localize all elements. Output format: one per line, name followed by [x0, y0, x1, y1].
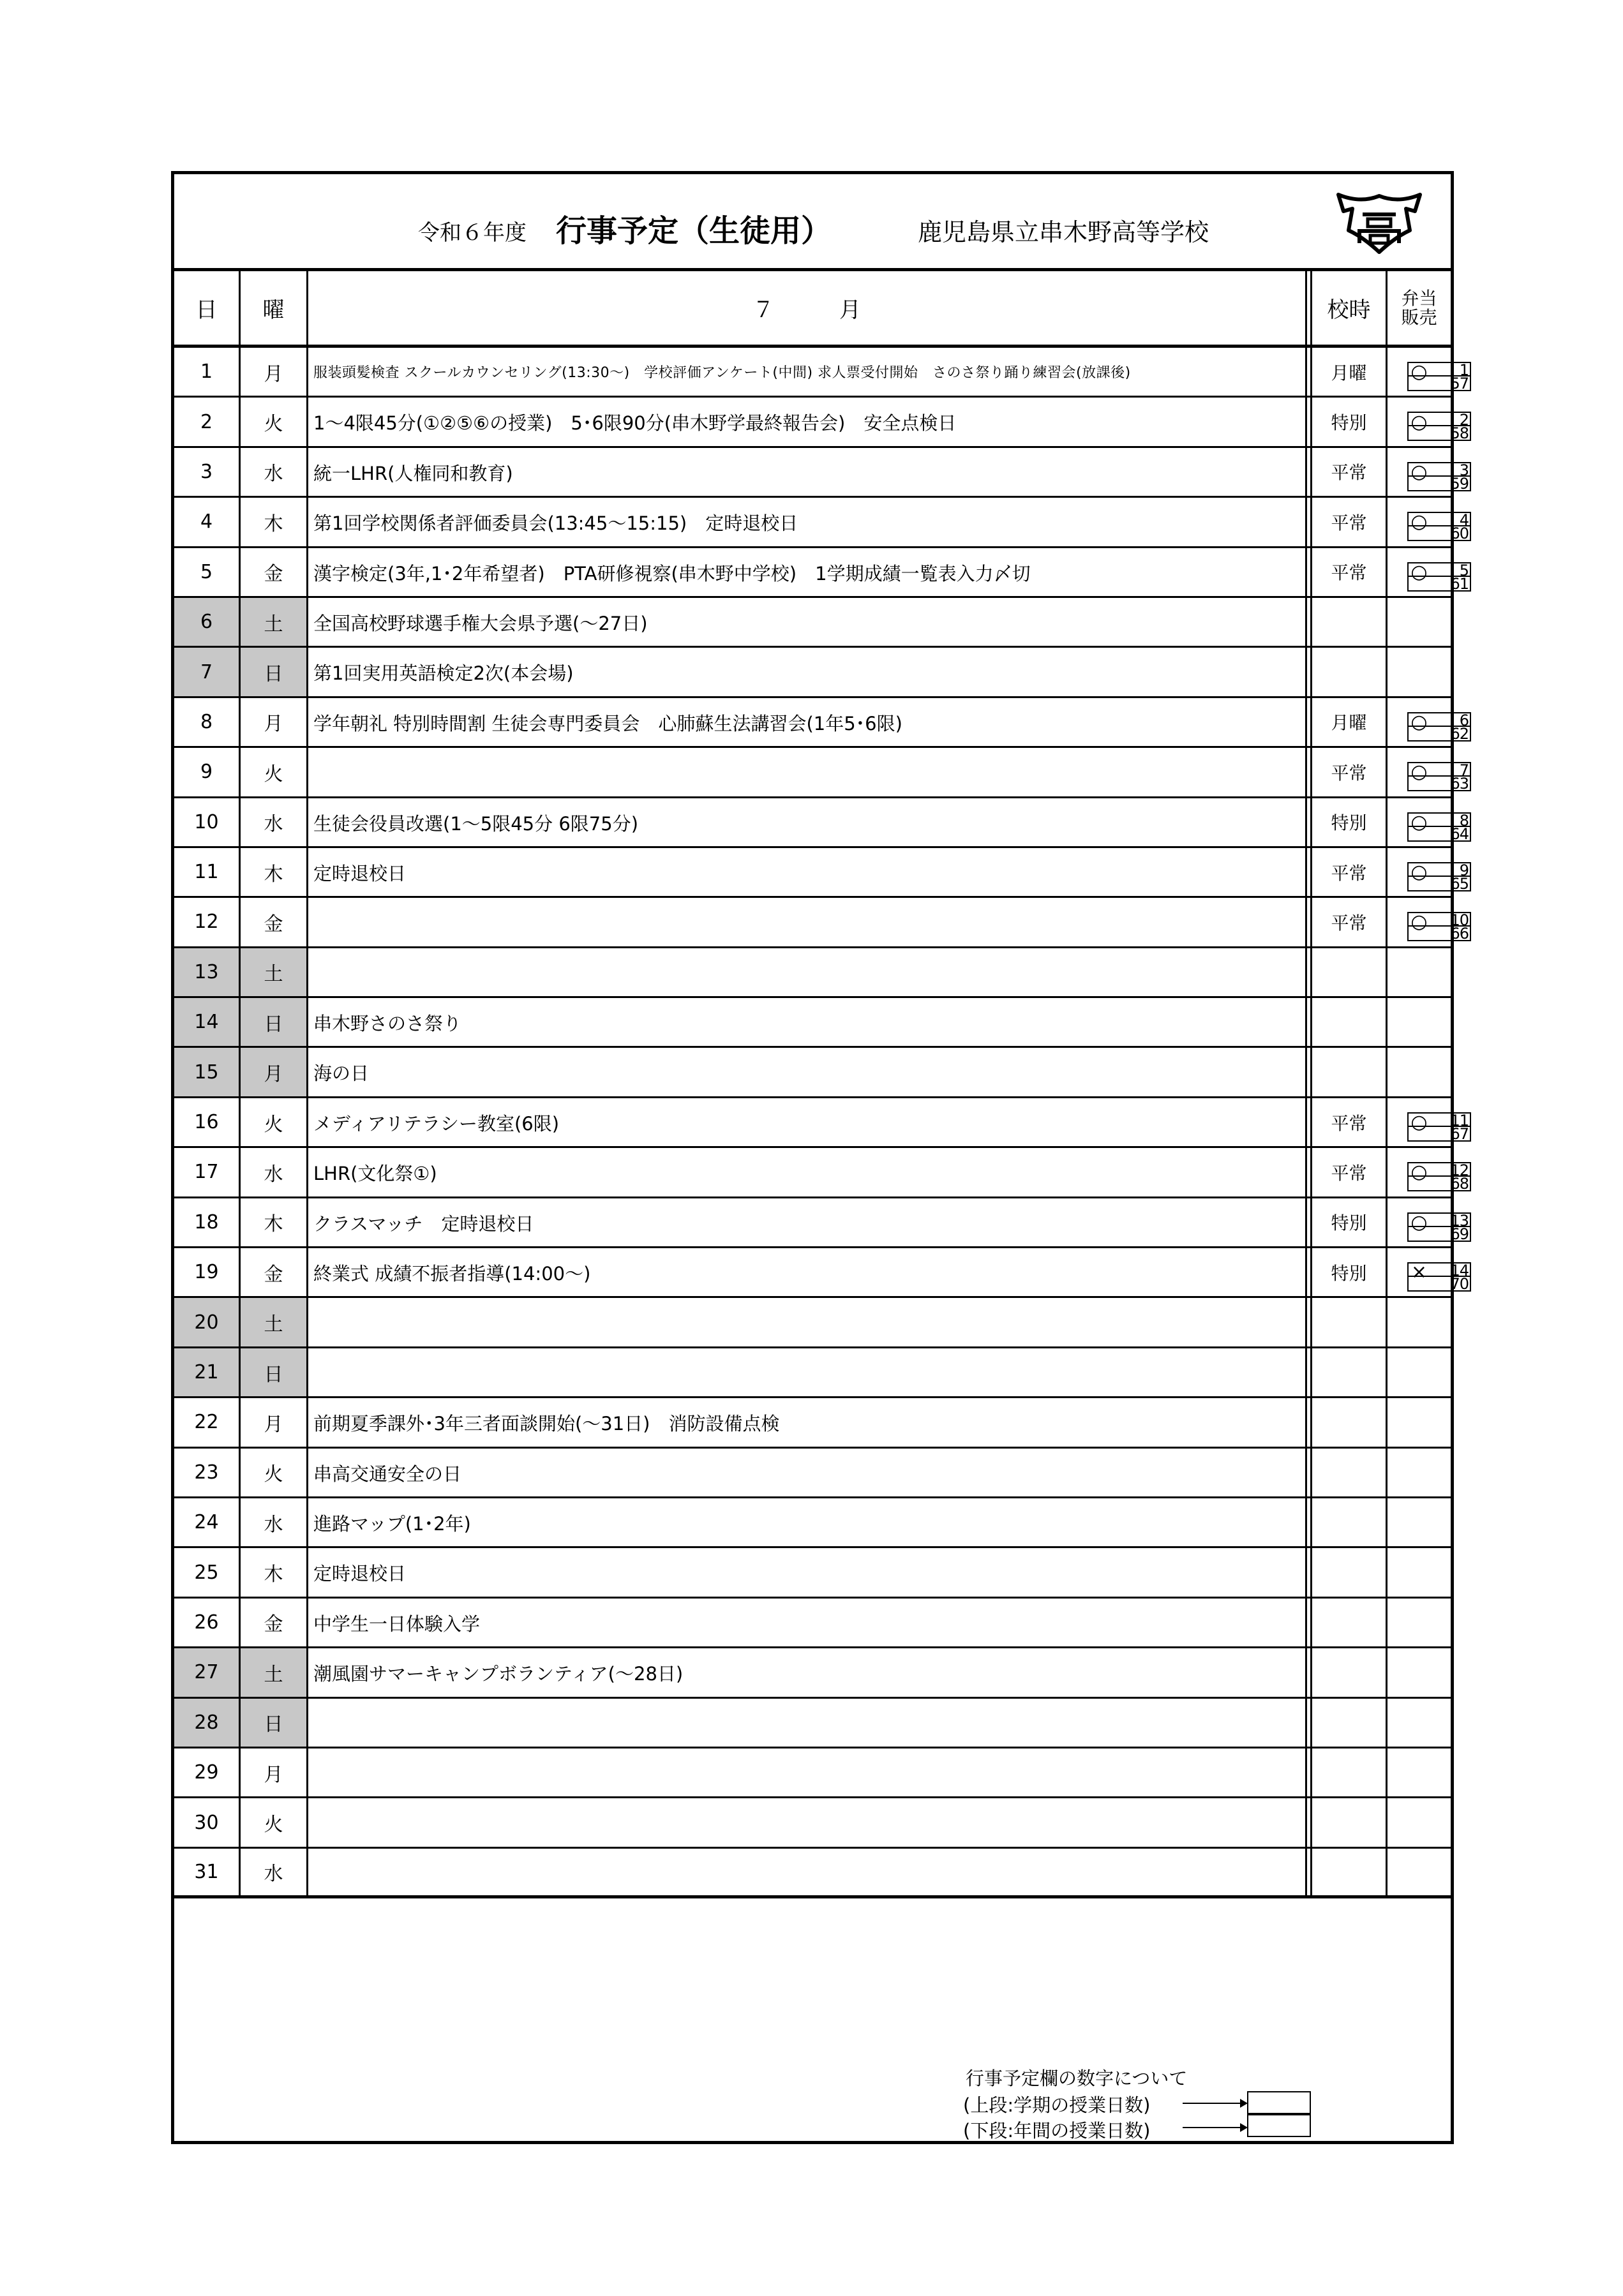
column-separator [1307, 1648, 1312, 1696]
weekday-cell: 木 [241, 498, 308, 546]
legend-note [174, 1969, 1451, 2141]
period-cell: 特別 [1312, 1198, 1387, 1246]
date-cell: 29 [174, 1748, 241, 1796]
column-separator [1307, 1048, 1312, 1096]
column-separator [1307, 598, 1312, 646]
period-cell: 平常 [1312, 1098, 1387, 1146]
period-cell [1312, 1648, 1387, 1696]
event-text: 定時退校日 [313, 1563, 407, 1585]
table-row [174, 1498, 1451, 1548]
year-day-count: 57 [1407, 376, 1471, 391]
term-day-count: 14 [1407, 1262, 1471, 1277]
column-separator [1307, 1198, 1312, 1246]
period-cell: 月曜 [1312, 698, 1387, 746]
bento-cell [1387, 1648, 1451, 1696]
table-row [174, 1198, 1469, 1248]
term-day-count: 13 [1407, 1212, 1471, 1227]
bento-cell: ○ [1410, 810, 1428, 833]
column-separator [1307, 1498, 1312, 1546]
period-cell [1312, 1748, 1387, 1796]
term-day-count: 12 [1407, 1162, 1471, 1177]
bento-cell [1387, 948, 1451, 996]
bento-cell [1387, 648, 1451, 696]
column-separator [1307, 748, 1312, 796]
schedule-sheet [171, 171, 1469, 2144]
column-separator [1307, 1798, 1312, 1846]
weekday-cell: 火 [241, 398, 308, 445]
event-cell [308, 998, 1307, 1046]
date-cell: 17 [174, 1148, 241, 1196]
event-text: 漢字検定(3年,1･2年希望者) PTA研修視察(串木野中学校) 1学期成績一覧表入力〆切 [313, 562, 1031, 585]
period-cell: 特別 [1312, 798, 1387, 846]
date-column-header: 日 [174, 271, 241, 345]
weekday-cell: 月 [241, 1048, 308, 1096]
event-text: 服装頭髪検査 スクールカウンセリング(13:30～) 学校評価アンケート(中間) 求人票受付開始 さのさ祭り踊り練習会(放課後) [313, 365, 1131, 381]
date-cell: 26 [174, 1599, 241, 1646]
legend-upper-box [1247, 2091, 1311, 2114]
year-day-count: 69 [1407, 1227, 1471, 1242]
event-text: 定時退校日 [313, 862, 407, 884]
term-day-count: 5 [1407, 562, 1471, 577]
bento-cell: ○ [1410, 1161, 1428, 1184]
term-day-count: 8 [1407, 812, 1471, 827]
term-day-count: 9 [1407, 862, 1471, 877]
bento-cell: ○ [1410, 410, 1428, 433]
column-separator [1307, 548, 1312, 596]
date-cell: 6 [174, 598, 241, 646]
date-cell: 1 [174, 348, 241, 396]
date-cell: 7 [174, 648, 241, 696]
period-cell [1312, 1498, 1387, 1546]
table-row [174, 1798, 1451, 1848]
weekday-cell: 土 [241, 598, 308, 646]
year-day-count: 62 [1407, 727, 1471, 742]
column-separator [1307, 998, 1312, 1046]
term-day-count: 3 [1407, 462, 1471, 477]
period-cell [1312, 1398, 1387, 1446]
weekday-column-header: 曜 [241, 271, 308, 345]
bento-header-line2: 販売 [1401, 306, 1437, 328]
table-row [174, 398, 1469, 447]
year-day-count: 68 [1407, 1177, 1471, 1191]
table-row [174, 1398, 1451, 1448]
table-row [174, 1048, 1451, 1098]
table-row [174, 1748, 1451, 1798]
term-day-count: 2 [1407, 412, 1471, 426]
year-day-count: 63 [1407, 777, 1471, 791]
table-row [174, 1248, 1469, 1298]
period-cell: 平常 [1312, 848, 1387, 896]
table-row [174, 1699, 1451, 1748]
column-separator [1307, 798, 1312, 846]
weekday-cell: 日 [241, 648, 308, 696]
weekday-cell: 月 [241, 1748, 308, 1796]
column-separator [1307, 498, 1312, 546]
bento-cell: ○ [1410, 1211, 1428, 1234]
table-row [174, 548, 1469, 598]
event-text: LHR(文化祭①) [313, 1163, 437, 1185]
bento-cell: ○ [1410, 1111, 1428, 1134]
year-day-count: 64 [1407, 827, 1471, 842]
column-separator [1307, 1849, 1312, 1895]
event-text: 1～4限45分(①②⑤⑥の授業) 5･6限90分(串木野学最終報告会) 安全点検日 [313, 412, 957, 435]
date-cell: 9 [174, 748, 241, 796]
term-day-count: 11 [1407, 1112, 1471, 1127]
table-row [174, 598, 1451, 648]
bento-cell: ○ [1410, 560, 1428, 583]
event-cell [308, 1048, 1307, 1096]
event-cell [308, 598, 1307, 646]
table-row [174, 898, 1469, 948]
legend-upper-arrow-icon [1183, 2103, 1246, 2104]
event-cell [308, 1599, 1307, 1646]
school-emblem-icon [1335, 190, 1424, 257]
event-cell [308, 1648, 1307, 1696]
date-cell: 28 [174, 1699, 241, 1747]
date-cell: 30 [174, 1798, 241, 1846]
bento-cell: ○ [1410, 511, 1428, 533]
date-cell: 3 [174, 448, 241, 496]
event-text: 第1回学校関係者評価委員会(13:45～15:15) 定時退校日 [313, 512, 798, 535]
weekday-cell: 火 [241, 1449, 308, 1496]
column-separator [1307, 1298, 1312, 1346]
weekday-cell: 土 [241, 948, 308, 996]
period-cell [1312, 1699, 1387, 1747]
weekday-cell: 火 [241, 748, 308, 796]
event-text: クラスマッチ 定時退校日 [313, 1212, 534, 1235]
period-cell [1312, 1798, 1387, 1846]
event-cell [308, 1849, 1307, 1895]
table-row [174, 648, 1451, 697]
bento-cell [1387, 1849, 1451, 1895]
legend-lower-arrow-icon [1183, 2127, 1246, 2128]
fiscal-year: 令和６年度 [418, 220, 527, 246]
event-cell [308, 648, 1307, 696]
table-row [174, 1098, 1469, 1148]
period-cell [1312, 1849, 1387, 1895]
period-cell [1312, 1449, 1387, 1496]
weekday-cell: 月 [241, 348, 308, 396]
event-cell [308, 1398, 1307, 1446]
event-cell [308, 1348, 1307, 1396]
column-separator [1307, 271, 1312, 345]
legend-lower: (下段:年間の授業日数) [963, 2120, 1151, 2142]
table-row [174, 498, 1469, 548]
weekday-cell: 水 [241, 1148, 308, 1196]
legend-title: 行事予定欄の数字について [966, 2068, 1188, 2089]
date-cell: 11 [174, 848, 241, 896]
page-title: 行事予定（生徒用） [556, 213, 832, 249]
period-cell: 平常 [1312, 898, 1387, 946]
table-row [174, 1849, 1451, 1898]
weekday-cell: 木 [241, 1548, 308, 1596]
weekday-cell: 月 [241, 698, 308, 746]
column-separator [1307, 898, 1312, 946]
period-cell [1312, 1048, 1387, 1096]
event-cell [308, 1449, 1307, 1496]
date-cell: 4 [174, 498, 241, 546]
bento-cell: ○ [1410, 460, 1428, 483]
bento-cell: ○ [1410, 911, 1428, 934]
period-cell [1312, 1599, 1387, 1646]
school-name: 鹿児島県立串木野高等学校 [918, 218, 1209, 246]
event-cell [308, 1699, 1307, 1747]
bento-cell [1387, 1398, 1451, 1446]
event-text: 進路マップ(1･2年) [313, 1512, 471, 1535]
date-cell: 8 [174, 698, 241, 746]
weekday-cell: 水 [241, 1849, 308, 1895]
date-cell: 10 [174, 798, 241, 846]
column-separator [1307, 1148, 1312, 1196]
table-row [174, 948, 1451, 998]
term-day-count: 1 [1407, 362, 1471, 376]
year-day-count: 59 [1407, 477, 1471, 491]
period-cell [1312, 1348, 1387, 1396]
event-text: 中学生一日体験入学 [313, 1613, 481, 1635]
bento-cell: ○ [1410, 361, 1428, 384]
period-cell [1312, 948, 1387, 996]
period-cell [1312, 648, 1387, 696]
column-separator [1307, 1449, 1312, 1496]
weekday-cell: 土 [241, 1298, 308, 1346]
term-day-count: 4 [1407, 512, 1471, 526]
weekday-cell: 日 [241, 998, 308, 1046]
year-day-count: 61 [1407, 577, 1471, 592]
weekday-cell: 土 [241, 1648, 308, 1696]
column-separator [1307, 698, 1312, 746]
period-cell: 特別 [1312, 398, 1387, 445]
term-day-count: 6 [1407, 712, 1471, 727]
date-cell: 24 [174, 1498, 241, 1546]
date-cell: 19 [174, 1248, 241, 1296]
period-cell [1312, 1298, 1387, 1346]
bento-cell [1387, 1748, 1451, 1796]
table-row [174, 448, 1469, 498]
date-cell: 23 [174, 1449, 241, 1496]
weekday-cell: 木 [241, 1198, 308, 1246]
bento-cell [1387, 1348, 1451, 1396]
event-text: 潮風園サマーキャンプボランティア(～28日) [313, 1663, 684, 1685]
event-text: 串木野さのさ祭り [313, 1013, 462, 1035]
year-day-count: 66 [1407, 927, 1471, 941]
date-cell: 15 [174, 1048, 241, 1096]
bento-column-header [1387, 271, 1451, 345]
year-day-count: 65 [1407, 877, 1471, 891]
table-row [174, 1548, 1451, 1598]
table-row [174, 348, 1469, 398]
term-day-count: 10 [1407, 912, 1471, 927]
table-row [174, 1449, 1451, 1498]
bento-cell [1387, 1599, 1451, 1646]
date-cell: 20 [174, 1298, 241, 1346]
date-cell: 25 [174, 1548, 241, 1596]
period-cell [1312, 998, 1387, 1046]
column-separator [1307, 648, 1312, 696]
event-cell [308, 1298, 1307, 1346]
period-cell: 平常 [1312, 1148, 1387, 1196]
date-cell: 5 [174, 548, 241, 596]
bento-cell [1387, 1798, 1451, 1846]
event-cell [308, 1748, 1307, 1796]
event-text: 統一LHR(人権同和教育) [313, 462, 513, 484]
weekday-cell: 金 [241, 898, 308, 946]
period-column-header: 校時 [1312, 271, 1387, 345]
period-cell: 平常 [1312, 548, 1387, 596]
bento-cell: ○ [1410, 861, 1428, 884]
date-cell: 21 [174, 1348, 241, 1396]
term-day-count: 7 [1407, 762, 1471, 777]
bento-cell [1387, 998, 1451, 1046]
bento-cell [1387, 1449, 1451, 1496]
column-separator [1307, 1548, 1312, 1596]
table-row [174, 698, 1469, 748]
table-row [174, 1348, 1451, 1398]
table-row [174, 1148, 1469, 1198]
weekday-cell: 日 [241, 1348, 308, 1396]
year-day-count: 70 [1407, 1277, 1471, 1292]
month-column-header: ７ 月 [308, 271, 1307, 345]
bento-cell: ○ [1410, 710, 1428, 733]
event-text: 全国高校野球選手権大会県予選(～27日) [313, 612, 648, 634]
column-separator [1307, 848, 1312, 896]
weekday-cell: 水 [241, 448, 308, 496]
column-separator [1307, 348, 1312, 396]
column-separator [1307, 948, 1312, 996]
weekday-cell: 火 [241, 1098, 308, 1146]
column-separator [1307, 1748, 1312, 1796]
date-cell: 2 [174, 398, 241, 445]
date-cell: 22 [174, 1398, 241, 1446]
period-cell: 月曜 [1312, 348, 1387, 396]
date-cell: 14 [174, 998, 241, 1046]
event-cell [308, 948, 1307, 996]
legend-upper: (上段:学期の授業日数) [963, 2094, 1151, 2116]
period-cell [1312, 1548, 1387, 1596]
legend-lower-box [1247, 2114, 1311, 2137]
event-text: 串高交通安全の日 [313, 1463, 462, 1485]
weekday-cell: 日 [241, 1699, 308, 1747]
column-separator [1307, 1398, 1312, 1446]
table-row [174, 848, 1469, 898]
weekday-cell: 火 [241, 1798, 308, 1846]
weekday-cell: 金 [241, 548, 308, 596]
date-cell: 13 [174, 948, 241, 996]
weekday-cell: 金 [241, 1599, 308, 1646]
event-text: 終業式 成績不振者指導(14:00～) [313, 1263, 591, 1285]
date-cell: 12 [174, 898, 241, 946]
column-separator [1307, 1699, 1312, 1747]
period-cell: 平常 [1312, 448, 1387, 496]
column-separator [1307, 1098, 1312, 1146]
bento-cell [1387, 1699, 1451, 1747]
event-cell [308, 1498, 1307, 1546]
table-row [174, 1599, 1451, 1648]
year-day-count: 60 [1407, 526, 1471, 541]
bento-cell [1387, 598, 1451, 646]
table-row [174, 798, 1469, 848]
column-separator [1307, 398, 1312, 445]
table-header [174, 271, 1451, 348]
date-cell: 18 [174, 1198, 241, 1246]
event-text: 海の日 [313, 1062, 370, 1085]
column-separator [1307, 448, 1312, 496]
bento-cell: × [1410, 1261, 1428, 1284]
table-row [174, 1298, 1451, 1348]
bento-cell [1387, 1498, 1451, 1546]
event-cell [308, 1548, 1307, 1596]
period-cell: 平常 [1312, 748, 1387, 796]
period-cell: 平常 [1312, 498, 1387, 546]
bento-header-line1: 弁当 [1401, 287, 1437, 309]
table-row [174, 1648, 1451, 1698]
event-cell [308, 1798, 1307, 1846]
bento-cell [1387, 1548, 1451, 1596]
date-cell: 27 [174, 1648, 241, 1696]
column-separator [1307, 1599, 1312, 1646]
date-cell: 16 [174, 1098, 241, 1146]
table-row [174, 998, 1451, 1048]
weekday-cell: 金 [241, 1248, 308, 1296]
bento-cell: ○ [1410, 761, 1428, 784]
bento-cell [1387, 1048, 1451, 1096]
column-separator [1307, 1348, 1312, 1396]
table-row [174, 748, 1469, 798]
title-row [174, 174, 1451, 271]
weekday-cell: 月 [241, 1398, 308, 1446]
event-text: 学年朝礼 特別時間割 生徒会専門委員会 心肺蘇生法講習会(1年5･6限) [313, 712, 902, 734]
event-text: メディアリテラシー教室(6限) [313, 1112, 560, 1135]
event-text: 第1回実用英語検定2次(本会場) [313, 662, 574, 685]
weekday-cell: 水 [241, 1498, 308, 1546]
year-day-count: 67 [1407, 1127, 1471, 1142]
weekday-cell: 水 [241, 798, 308, 846]
date-cell: 31 [174, 1849, 241, 1895]
bento-cell [1387, 1298, 1451, 1346]
period-cell: 特別 [1312, 1248, 1387, 1296]
column-separator [1307, 1248, 1312, 1296]
year-day-count: 58 [1407, 426, 1471, 441]
schedule-rows [174, 348, 1469, 1898]
period-cell [1312, 598, 1387, 646]
event-text: 生徒会役員改選(1～5限45分 6限75分) [313, 812, 639, 835]
event-text: 前期夏季課外･3年三者面談開始(～31日) 消防設備点検 [313, 1413, 780, 1435]
weekday-cell: 木 [241, 848, 308, 896]
